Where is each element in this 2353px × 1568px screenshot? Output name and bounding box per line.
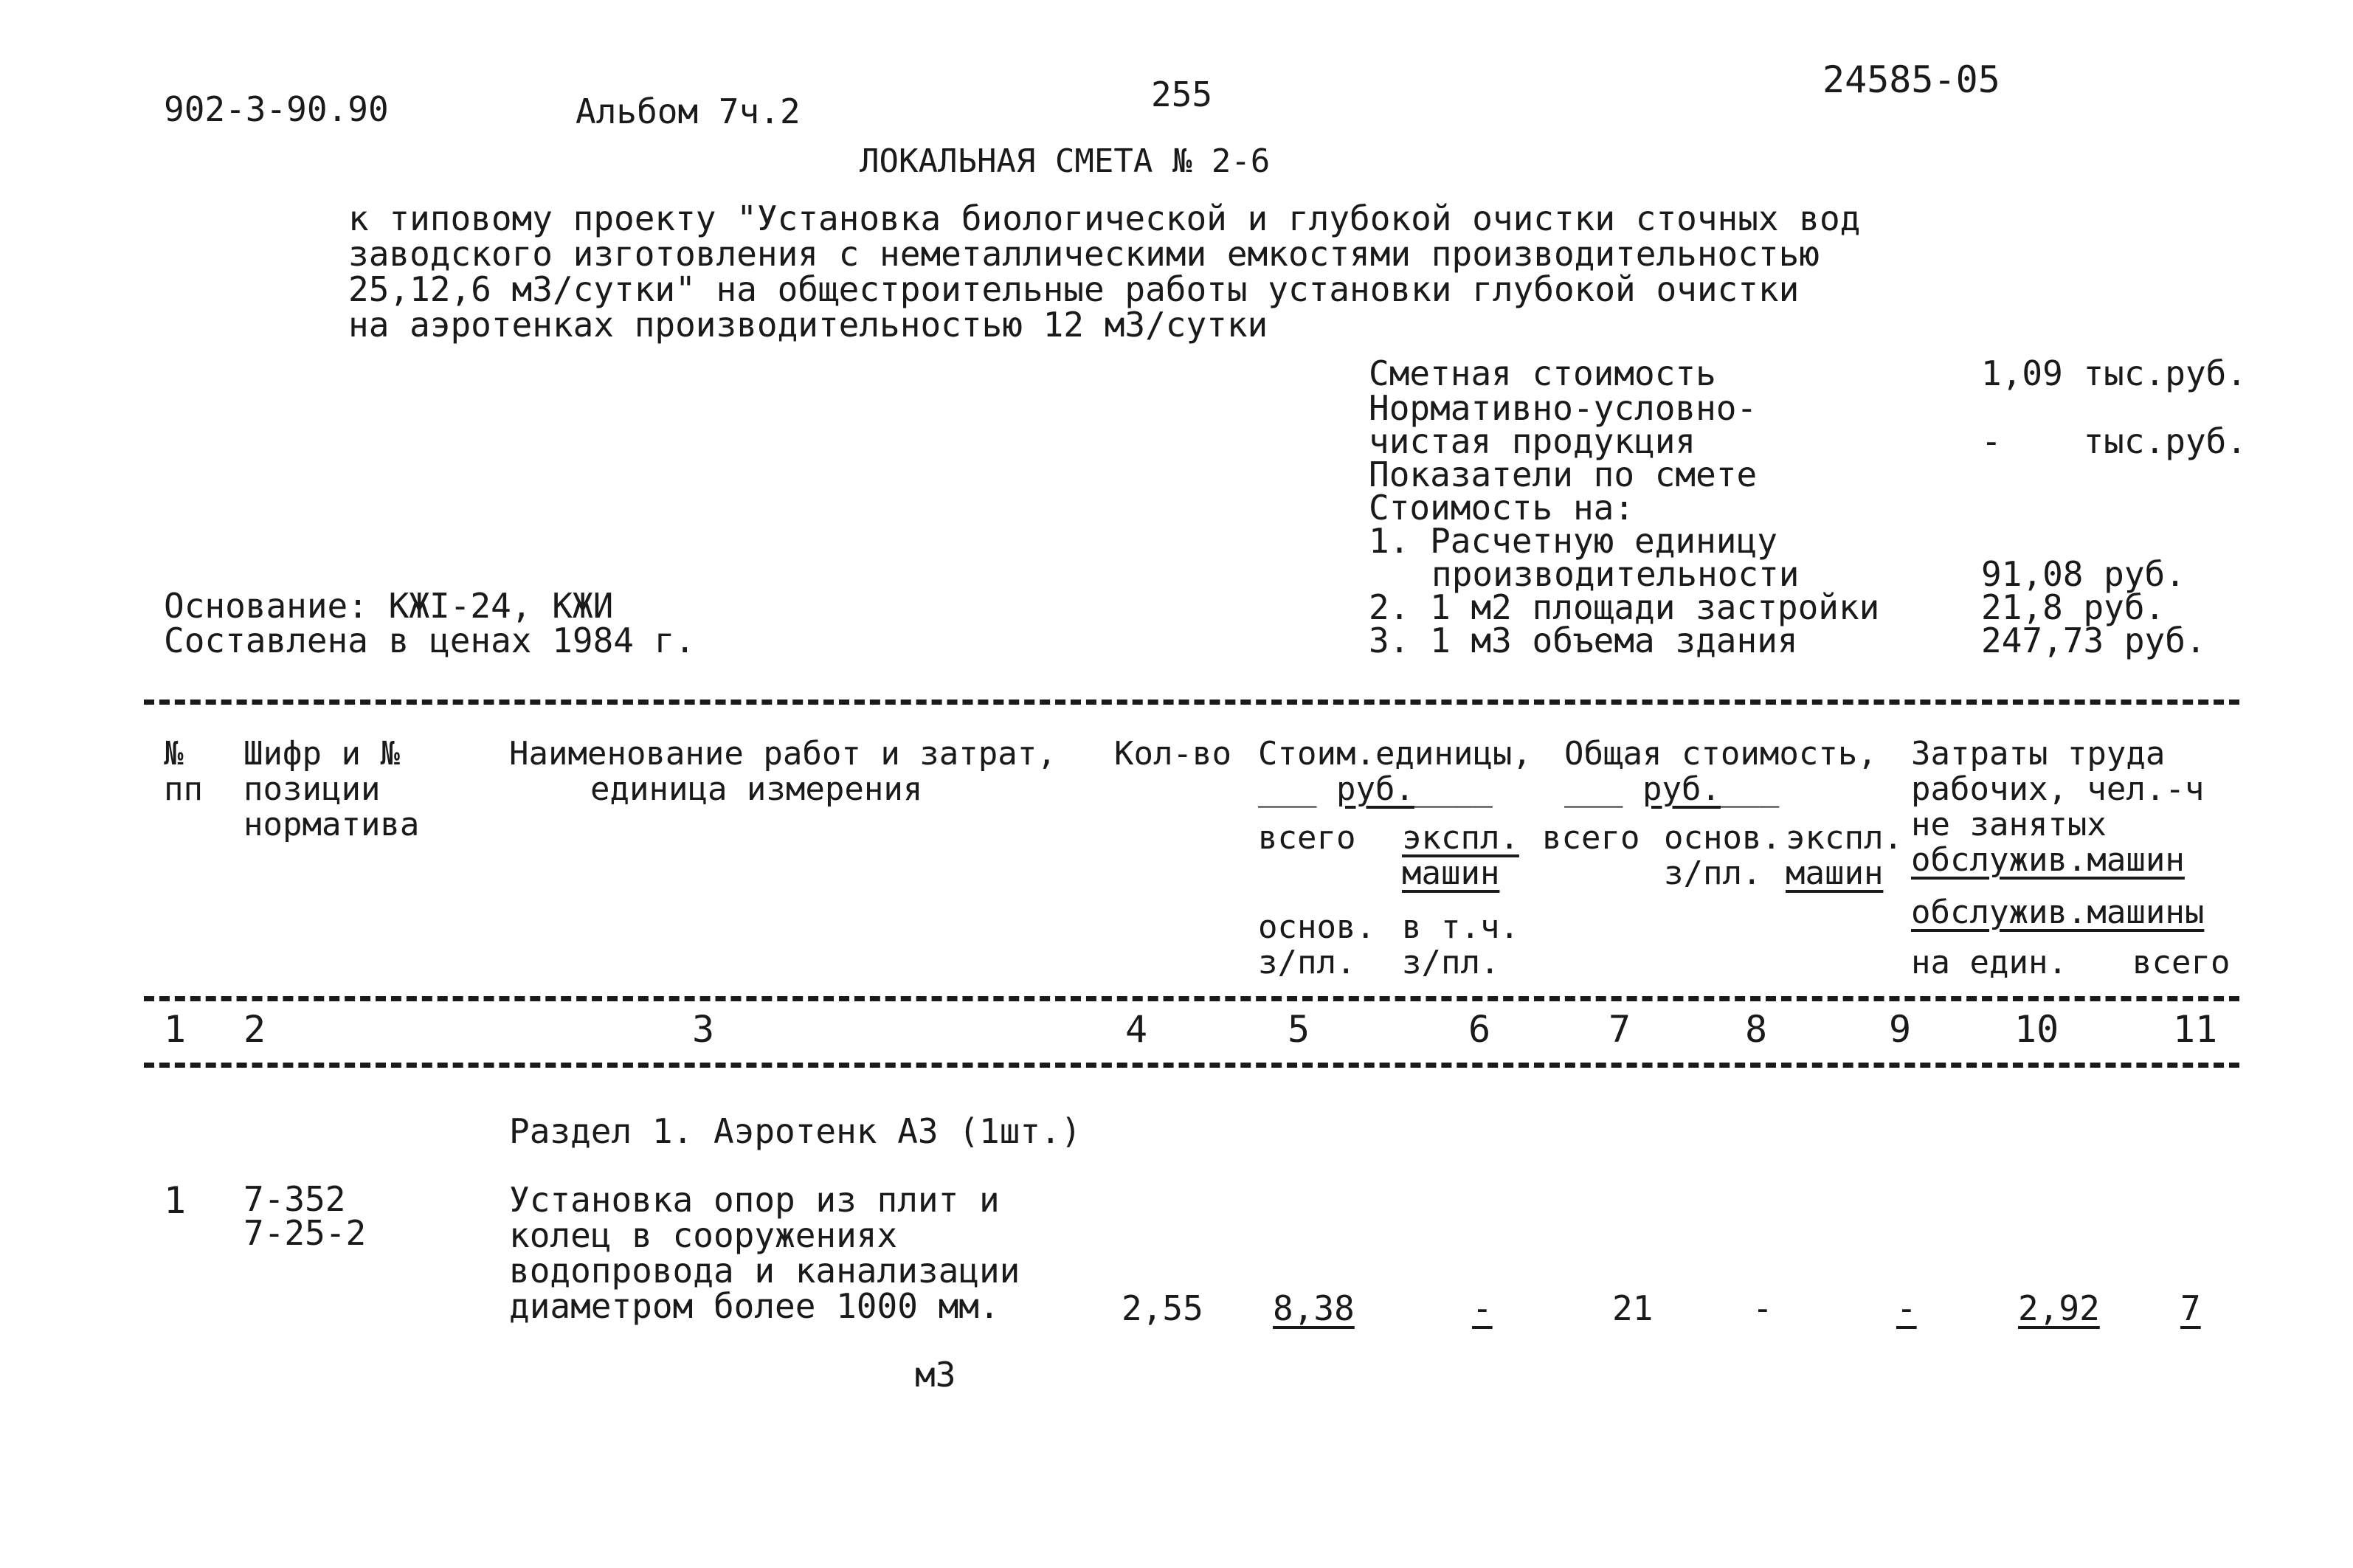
column-number: 3 (692, 1008, 715, 1051)
header-total-cost: Общая стоимость, (1564, 735, 1877, 773)
rub-label: руб. (1336, 770, 1414, 808)
header-unit-basic: основ. (1258, 908, 1375, 946)
row-unit-mach: - (1472, 1288, 1493, 1328)
column-number: 5 (1288, 1008, 1310, 1051)
document-number: 24585-05 (1822, 58, 2000, 101)
nup-label-2: чистая продукция (1369, 421, 1696, 461)
row-qty: 2,55 (1122, 1288, 1203, 1328)
column-numbers-rule (144, 1063, 2239, 1068)
row-name-line: Установка опор из плит и (509, 1180, 1000, 1220)
header-unit-basic-2: з/пл. (1258, 944, 1356, 981)
header-labor-total: всего (2132, 944, 2231, 981)
header-unit-incl-2: з/пл. (1402, 944, 1500, 981)
rub-label: руб. (1642, 770, 1721, 808)
indicator-1-value: 91,08 руб. (1981, 554, 2186, 594)
header-code: Шифр и № (243, 735, 400, 773)
header-unit-incl: в т.ч. (1402, 908, 1519, 946)
header-total-mach: экспл. (1786, 819, 1903, 857)
header-name-2: единица измерения (590, 770, 923, 808)
indicator-3-label: 3. 1 м3 объема здания (1369, 621, 1798, 660)
header-total-basic-2: з/пл. (1664, 854, 1762, 892)
column-number: 11 (2173, 1008, 2218, 1051)
column-number: 6 (1468, 1008, 1491, 1051)
header-unit-cost: Стоим.единицы, (1258, 735, 1532, 773)
subtitle-line: 25,12,6 м3/сутки" на общестроительные работы установки глубокой очистки (348, 269, 1800, 309)
subtitle-line: на аэротенках производительностью 12 м3/сутки (348, 305, 1268, 345)
header-total-mach-2: машин (1786, 854, 1884, 892)
header-unit-mach-2: машин (1402, 854, 1500, 892)
row-code-2: 7-25-2 (243, 1213, 367, 1253)
column-number: 4 (1125, 1008, 1148, 1051)
header-labor-2: рабочих, чел.-ч (1911, 770, 2205, 808)
header-unit-mach: экспл. (1402, 819, 1519, 857)
header-code-2: позиции (243, 770, 381, 808)
cost-value: 1,09 тыс.руб. (1981, 353, 2247, 393)
header-num-2: пп (164, 770, 203, 808)
header-rule (144, 996, 2239, 1001)
row-name-line: колец в сооружениях (509, 1215, 898, 1255)
header-labor-unit: на един. (1911, 944, 2067, 981)
indicator-3-value: 247,73 руб. (1981, 621, 2206, 660)
header-labor: Затраты труда (1911, 735, 2166, 773)
row-labor-total: 7 (2180, 1288, 2201, 1328)
cost-label: Сметная стоимость (1369, 353, 1716, 393)
indicator-2-value: 21,8 руб. (1981, 587, 2166, 627)
row-total: 21 (1612, 1288, 1654, 1328)
header-unit-cost-rub: ___ руб.____ (1258, 770, 1493, 808)
project-code: 902-3-90.90 (164, 89, 389, 129)
section-title: Раздел 1. Аэротенк АЗ (1шт.) (509, 1111, 1082, 1151)
column-number: 2 (243, 1008, 266, 1051)
indicator-1-label-cont: производительности (1431, 554, 1800, 594)
header-labor-4: обслужив.машин (1911, 841, 2185, 879)
page-title: ЛОКАЛЬНАЯ СМЕТА № 2-6 (860, 142, 1271, 180)
header-num: № (164, 735, 184, 773)
column-number: 7 (1609, 1008, 1631, 1051)
row-total-mach: - (1896, 1288, 1917, 1328)
indicator-1-label: 1. Расчетную единицу (1369, 521, 1777, 561)
row-labor-unit: 2,92 (2018, 1288, 2100, 1328)
row-name-line: диаметром более 1000 мм. (509, 1286, 1000, 1326)
album-label: Альбом 7ч.2 (576, 91, 801, 131)
column-number: 10 (2014, 1008, 2059, 1051)
header-name: Наименование работ и затрат, (509, 735, 1057, 773)
indicators-label: Показатели по смете (1369, 455, 1758, 494)
table-top-rule (144, 700, 2239, 705)
header-unit-total: всего (1258, 819, 1356, 857)
row-unit-total: 8,38 (1273, 1288, 1355, 1328)
page-number: 255 (1151, 75, 1213, 114)
subtitle-line: заводского изготовления с неметаллическими емкостями производительностью (348, 234, 1820, 274)
column-number: 1 (164, 1008, 187, 1051)
row-total-basic: - (1752, 1288, 1773, 1328)
prices-line: Составлена в ценах 1984 г. (164, 621, 696, 660)
header-labor-3: не занятых (1911, 806, 2107, 843)
nup-value: - тыс.руб. (1981, 421, 2247, 461)
nup-label-1: Нормативно-условно- (1369, 388, 1758, 428)
column-number: 9 (1889, 1008, 1912, 1051)
basis-line: Основание: КЖI-24, КЖИ (164, 586, 614, 626)
subtitle-line: к типовому проекту "Установка биологической и глубокой очистки сточных вод (348, 198, 1861, 238)
header-total-cost-rub: ___ руб.___ (1564, 770, 1780, 808)
cost-per-label: Стоимость на: (1369, 488, 1635, 528)
indicator-2-label: 2. 1 м2 площади застройки (1369, 587, 1880, 627)
row-code: 7-352 (243, 1179, 346, 1219)
row-number: 1 (164, 1179, 187, 1222)
header-code-3: норматива (243, 806, 420, 843)
header-total: всего (1542, 819, 1640, 857)
column-number: 8 (1745, 1008, 1768, 1051)
header-total-basic: основ. (1664, 819, 1781, 857)
row-name-line: водопровода и канализации (509, 1251, 1020, 1291)
header-qty: Кол-во (1114, 735, 1231, 773)
row-unit: м3 (915, 1355, 956, 1395)
header-labor-5: обслужив.машины (1911, 894, 2205, 931)
